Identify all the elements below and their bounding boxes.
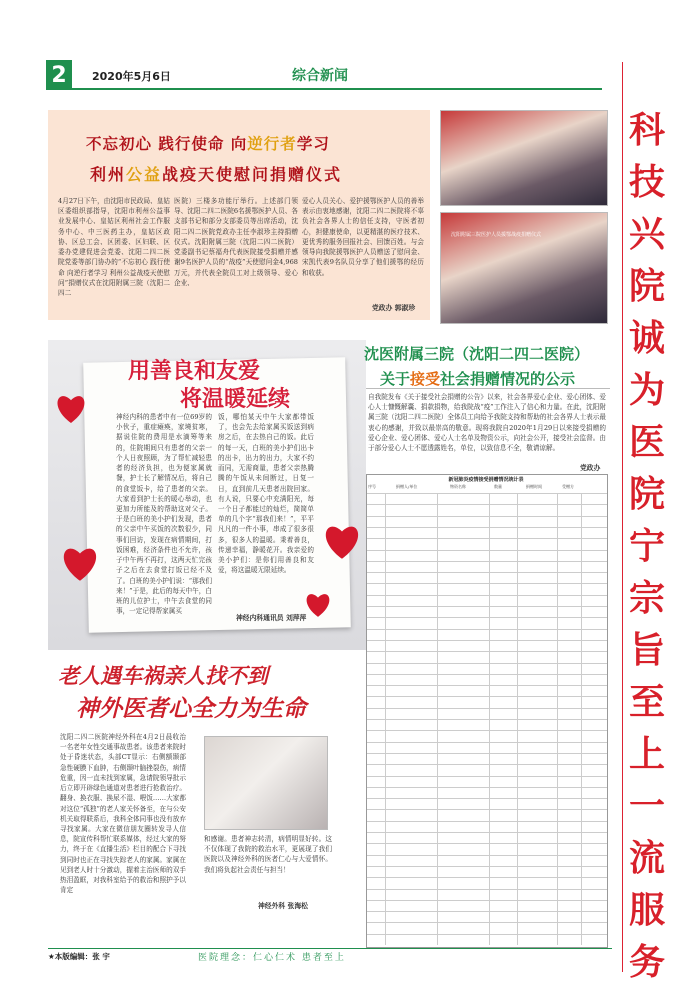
slogan-char: 院: [629, 266, 666, 307]
donation-table: [366, 474, 608, 948]
article3-title-line1: 老人遇车祸亲人找不到: [58, 664, 268, 688]
donation-table-title: 新冠肺炎疫情接受捐赠情况统计表: [448, 477, 524, 483]
table-row: [367, 561, 607, 562]
article2-title-line2: 将温暖延续: [180, 387, 291, 412]
table-row: [367, 900, 607, 901]
table-row: [367, 821, 607, 822]
table-row: [367, 809, 607, 810]
article4-title-line1: 沈医附属三院（沈阳二四二医院）: [364, 345, 590, 363]
article3-col2: 和感谢。患者神志转清，病情明显好转。这不仅体现了我院的救治水平，更展现了我们医院以及神经外科的医者仁心与大爱情怀。我们将负起社会责任与担当！: [204, 835, 332, 874]
table-row: [367, 527, 607, 528]
table-row: [367, 708, 607, 709]
slogan-char: 流: [629, 838, 666, 879]
patient-photo: [204, 736, 328, 830]
article4-rule: [366, 388, 610, 389]
slogan-char: 至: [629, 682, 666, 723]
table-column-line: [517, 493, 518, 945]
table-row: [367, 674, 607, 675]
heart-icon: [322, 524, 362, 560]
photo-banner-text: 沈阳附属三院医护人员援鄂战疫捐赠仪式: [451, 232, 542, 238]
table-row: [367, 742, 607, 743]
table-header-cell: 受赠方: [562, 484, 574, 489]
table-column-line: [557, 493, 558, 945]
table-row: [367, 753, 607, 754]
slogan-char: 宗: [629, 578, 666, 619]
heart-icon: [304, 592, 332, 618]
article4-title-line2: [380, 368, 575, 389]
table-row: [367, 504, 607, 505]
footer-rule: [48, 948, 612, 949]
article1-subtitle-highlight: 公益: [126, 165, 163, 184]
slogan-char: 宁: [629, 526, 666, 567]
table-row: [367, 855, 607, 856]
issue-date: 2020年5月6日: [92, 70, 171, 83]
article4-title-part2: 社会捐赠情况的公示: [440, 370, 576, 388]
table-row: [367, 911, 607, 912]
table-row: [367, 832, 607, 833]
article2-col2: 饭，哪怕某天中午大家都带饭了，也会先去给家属买饭送到病房之后，在去热自己的饭。此后的每一天，白班的美小护们出卡的出卡，出力的出力，大家不约而同，无需商量，患者父亲热腾腾的午饭从未间断过，日复一日，直到前几天患者出院回家。有人说，只要心中充满阳光，每一个日子都能过的灿烂，简简单单的几个字“那我们来！”，平平凡凡的一件小事，串成了很多很多，很多人的温暖。秉着善良，传递幸福，静暖花开。我亲爱的美小护们：是你们用善良和友爱，将这温暖无限延续。: [218, 413, 314, 575]
article4-title-part1: 关于: [380, 370, 411, 388]
table-row: [367, 538, 607, 539]
award-ceremony-photo: [440, 110, 608, 206]
table-row: [367, 629, 607, 630]
table-header-cell: 捐赠时间: [526, 484, 542, 489]
table-row: [367, 685, 607, 686]
heart-icon: [60, 546, 100, 582]
slogan-char: 为: [629, 370, 666, 411]
table-row: [367, 922, 607, 923]
table-row: [367, 730, 607, 731]
article1-subtitle: [90, 162, 342, 185]
slogan-char: 上: [629, 734, 666, 775]
table-row: [367, 787, 607, 788]
table-header-cell: 捐赠人/单位: [396, 484, 418, 489]
header-rule: [46, 88, 602, 90]
vertical-slogan-banner: [622, 62, 673, 983]
article1-title: [86, 132, 330, 154]
slogan-char: 一: [629, 786, 666, 827]
slogan-char: 兴: [629, 214, 666, 255]
table-column-line: [489, 493, 490, 945]
article1-col3: 爱心人员关心、爱护援鄂医护人员的善举表示由衷地感谢，沈阳二四二医院将不辜负社会各界人士的信任支持，守医者初心，担健康使命，以更精湛的医疗技术、更优秀的服务回报社会、回馈百姓。与会领导向我院援鄂医护人员赠送了慰问金、宋凯代表9名队员分享了他们援鄂的经历和收获。: [302, 197, 424, 277]
table-row: [367, 606, 607, 607]
slogan-char: 院: [629, 474, 666, 515]
table-row: [367, 776, 607, 777]
slogan-char: 科: [629, 110, 666, 151]
slogan-char: 旨: [629, 630, 666, 671]
slogan-char: 医: [629, 422, 666, 463]
article1-title-part2: 学习: [296, 135, 330, 153]
table-row: [367, 572, 607, 573]
table-row: [367, 866, 607, 867]
page-number: 2: [46, 60, 72, 90]
heart-icon: [54, 394, 88, 424]
slogan-char: 技: [629, 162, 666, 203]
table-row: [367, 550, 607, 551]
table-row: [367, 516, 607, 517]
table-header-cell: 数量: [494, 484, 502, 489]
article1-col2: 医院）三楼多功能厅举行。上述部门领导、沈阳二四二医院6名援鄂医护人员、各支部书记和部分支部委员等出席活动，沈阳二四二医院党政办主任李淑珍主持捐赠仪式。沈阳附属三院（沈阳二四二医院）党委副书记蔡福舟代表医院接受捐赠并感谢9名医护人员的“战疫”天使慰问金4,968万元，并代表全院员工对上级领导、爱心企业、: [174, 197, 298, 287]
slogan-char: 务: [629, 942, 666, 983]
article4-signature: 党政办: [580, 464, 601, 472]
table-row: [367, 719, 607, 720]
article3-signature: 神经外科 张海松: [258, 902, 308, 910]
hospital-motto: 医院理念：仁心仁术 患者至上: [198, 953, 346, 963]
article1-title-highlight: 逆行者: [247, 135, 297, 153]
page-editor: ★本版编辑：张 宇: [48, 952, 110, 961]
article2-title-line1: 用善良和友爱: [128, 359, 261, 384]
article3-title-line2: 神外医者心全力为生命: [76, 696, 306, 722]
table-column-line: [581, 493, 582, 945]
table-row: [367, 595, 607, 596]
slogan-char: 服: [629, 890, 666, 931]
article4-title-highlight: 接受: [410, 370, 441, 388]
table-row: [367, 934, 607, 935]
table-row: [367, 696, 607, 697]
table-row: [367, 663, 607, 664]
article3-col1: 沈阳二四二医院神经外科在4月2日晨收治一名老年女性交通事故患者。该患者来院时处于昏迷状态，头部CT显示：右侧额颞部急性硬膜下血肿，右侧颞叶脑挫裂伤，病情危重，因一直未找到家属，急请院领导批示后立即开辟绿色通道对患者进行抢救治疗。翻身、换衣服、换尿不湿、喂饭……大家都对这位“孤独”的老人家关怀备至，在与公安机关取得联系后，我科全体同事也没有放弃寻找家属。大家在微信朋友圈转发寻人信息，院宣传科帮忙联系媒体，经过大家的努力，终于在《直播生活》栏目的配合下寻找到同时也正在寻找失踪老人的家属。家属在见到老人时十分激动，握着主治医师的双手热泪盈眶，对我科室给予的救治和照护予以肯定: [60, 733, 186, 895]
donation-ceremony-photo: [440, 212, 608, 324]
article2-signature: 神经内科通讯员 刘萍萍: [236, 614, 307, 622]
table-row: [367, 843, 607, 844]
table-row: [367, 640, 607, 641]
table-row: [367, 764, 607, 765]
article1-col1: 4月27日下午，由沈阳市民政局、皇姑区委组织部指导，沈阳市利州公益事业发展中心、皇姑区利州社会工作服务中心、中三医药主办，皇姑区政协、区总工会、区团委、区妇联、区委办党建促进会党委、沈阳二四二医院党委等部门协办的“不忘初心 践行使命 向逆行者学习 利州公益战疫天使慰问”捐赠仪式在沈阳附属三院（沈阳二四二: [58, 197, 170, 297]
table-column-line: [437, 493, 438, 945]
table-column-line: [385, 493, 386, 945]
table-row: [367, 583, 607, 584]
table-row: [367, 617, 607, 618]
article1-signature: 党政办 郭淑珍: [372, 304, 416, 312]
table-header-cell: 序号: [368, 484, 376, 489]
table-row: [367, 651, 607, 652]
table-row: [367, 877, 607, 878]
table-row: [367, 889, 607, 890]
table-row: [367, 798, 607, 799]
slogan-char: 诚: [629, 318, 666, 359]
article2-col1: 神经内科的患者中有一位69岁的小伙子，重症瘫痪，家境贫寒，据说住院的费用是水滴筹等来的，住院期间只有患者的父亲一个人日夜照顾，为了帮忙减轻患者的经济负担，也为便家属就餐，护士长了解情况后，将自己的食堂饭卡，给了患者的父亲。大家看到护士长的暖心举动，也更加力所能及的帮助这对父子。于是白班的美小护们发现，患者的父亲中午买饭的次数很少，同事们回访，发现在病情期间，打饭困难，经济条件也不允许，孩子中午两不再打，这两天忙完孩子之后在去食堂打饭已经不及了。白班的美小护们说：“那我们来！”于是，此后的每天中午，白班的儿位护士，中午去食堂的同事，一定记得帮家属买: [116, 413, 212, 616]
article1-subtitle-part2: 战疫天使慰问捐赠仪式: [162, 165, 343, 184]
article1-subtitle-part1: 利州: [90, 165, 127, 184]
section-title: 综合新闻: [292, 68, 348, 84]
article1-title-part1: 不忘初心 践行使命 向: [86, 135, 248, 153]
table-header-cell: 物资名称: [450, 484, 466, 489]
article4-body: 自我院发布《关于接受社会捐赠的公告》以来，社会各界爱心企业、爱心团体、爱心人士慷慨解囊、捐款捐物，给我院战“疫”工作注入了信心和力量。在此，沈阳附属三院（沈阳二四二医院）全体员工向给予我院支持和帮助的社会各界人士表示最衷心的感谢，并致以最崇高的敬意。现将我院自2020年1月29日以来接受捐赠的爱心企业、爱心团体、爱心人士名单及物资公示，向社会公开，接受社会监督。由于部分爱心人士不愿透露姓名，单位，以致信息不全，敬请谅解。: [368, 393, 606, 453]
table-row: [367, 493, 607, 494]
